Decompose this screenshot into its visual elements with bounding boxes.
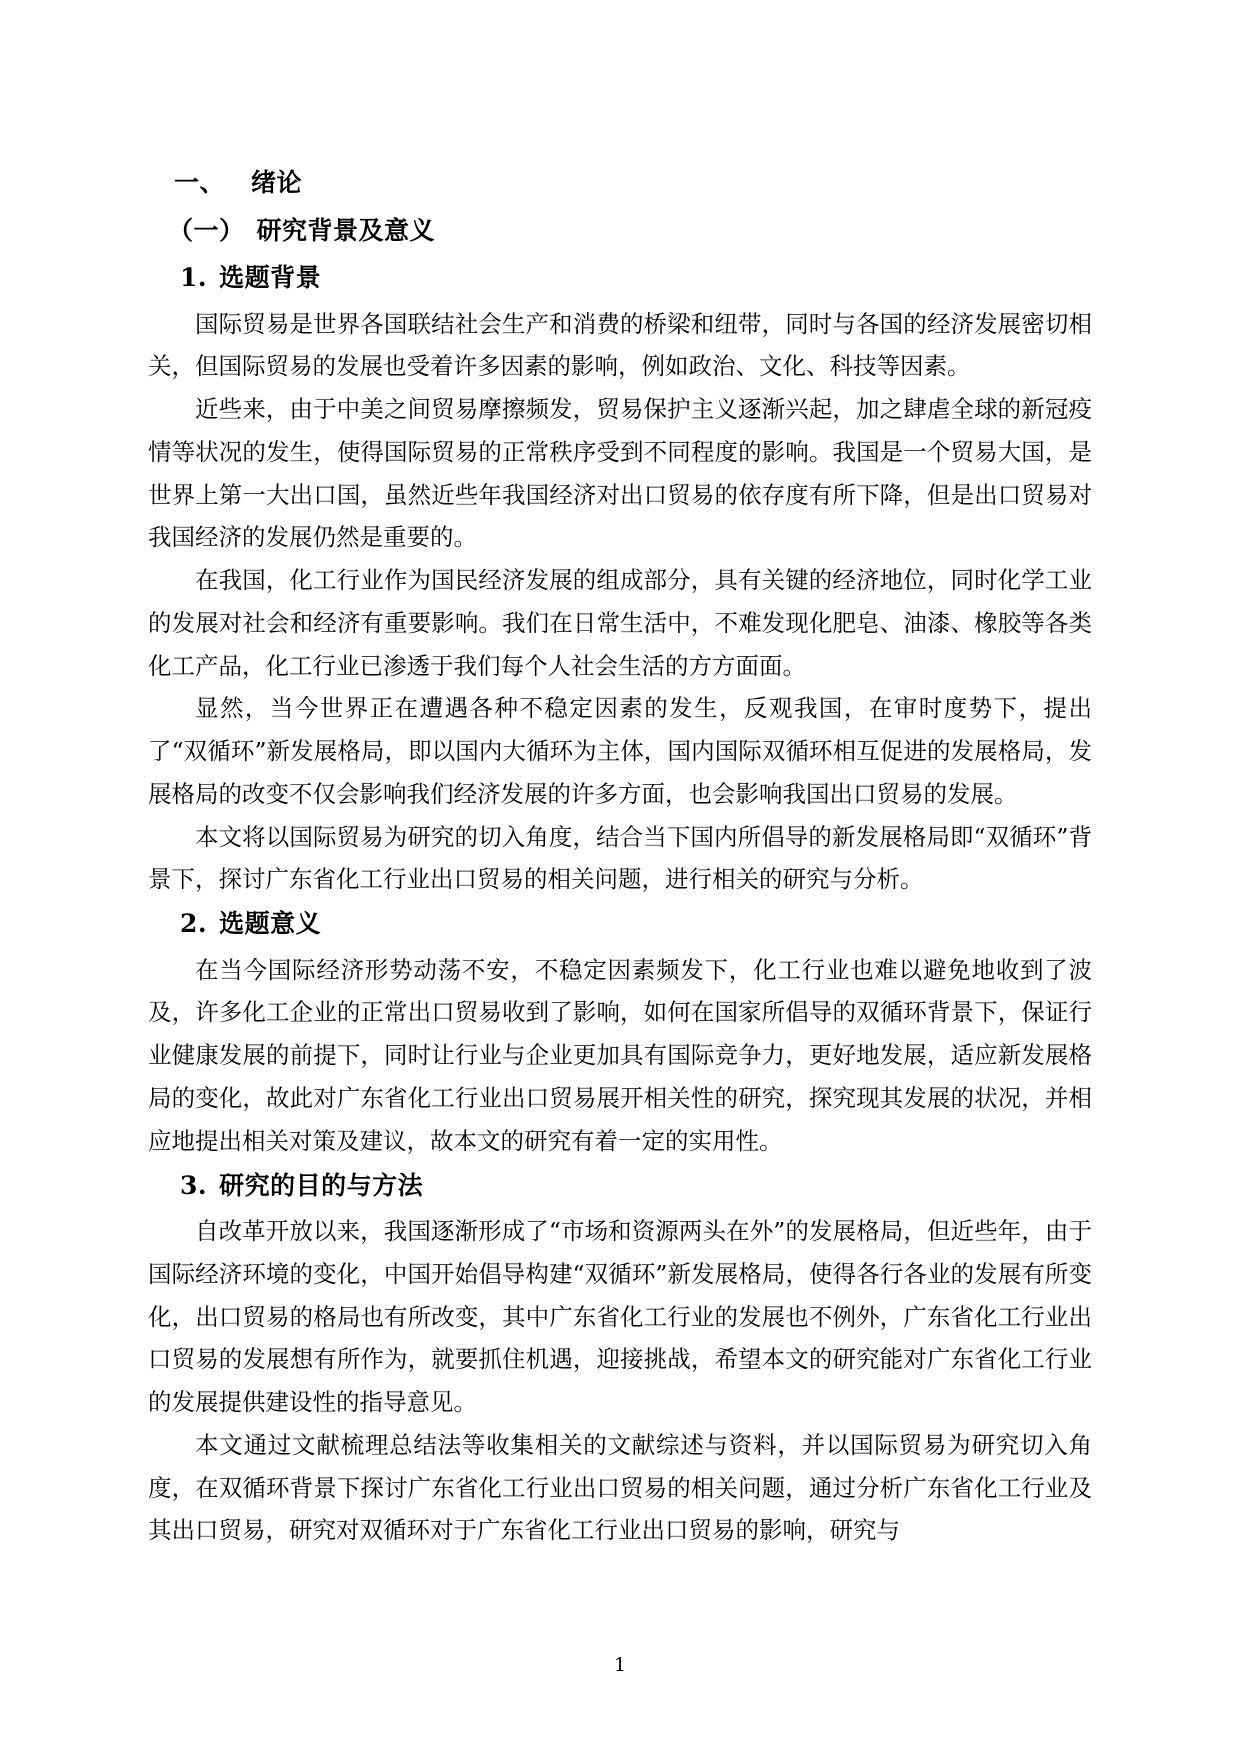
paragraph: 本文通过文献梳理总结法等收集相关的文献综述与资料，并以国际贸易为研究切入角度，在双循环背景下探讨广东省化工行业出口贸易的相关问题，通过分析广东省化工行业及其出口贸易，研究对双循环对于广东省化工行业出口贸易的影响，研究与 [148,1430,1092,1545]
paragraph: 国际贸易是世界各国联结社会生产和消费的桥梁和纽带，同时与各国的经济发展密切相关，但国际贸易的发展也受着许多因素的影响，例如政治、文化、科技等因素。 [148,309,1092,381]
heading-level-1 [148,160,1092,206]
heading-number: 3. [180,1170,208,1200]
heading-number: 1. [180,263,208,292]
paragraph: 在当今国际经济形势动荡不安，不稳定因素频发下，化工行业也难以避免地收到了波及，许多化工企业的正常出口贸易收到了影响，如何在国家所倡导的双循环背景下，保证行业健康发展的前提下，同时让行业与企业更加具有国际竞争力，更好地发展，适应新发展格局的变化，故此对广东省化工行业出口贸易展开相关性的研究，探究现其发展的状况，并相应地提出相关对策及建议，故本文的研究有着一定的实用性。 [148,955,1092,1155]
heading-text: 研究的目的与方法 [219,1170,424,1200]
heading-text: 绪论 [251,168,303,197]
heading-number: （一） [168,215,245,245]
heading-level-3-background [148,255,1092,301]
heading-level-3-significance [148,901,1092,947]
heading-text: 选题背景 [219,263,322,292]
paragraph: 显然，当今世界正在遭遇各种不稳定因素的发生，反观我国，在审时度势下，提出了“双循环”新发展格局，即以国内大循环为主体，国内国际双循环相互促进的发展格局，发展格局的改变不仅会影响我们经济发展的许多方面，也会影响我国出口贸易的发展。 [148,694,1092,808]
paragraph: 本文将以国际贸易为研究的切入角度，结合当下国内所倡导的新发展格局即“双循环”背景下，探讨广东省化工行业出口贸易的相关问题，进行相关的研究与分析。 [148,822,1092,894]
heading-number: 一、 [174,168,226,197]
document-body [148,160,1092,1552]
heading-text: 选题意义 [219,909,322,939]
heading-level-3-methods [148,1163,1092,1209]
heading-level-2 [148,208,1092,254]
paragraph: 在我国，化工行业作为国民经济发展的组成部分，具有关键的经济地位，同时化学工业的发展对社会和经济有重要影响。我们在日常生活中，不难发现化肥皂、油漆、橡胶等各类化工产品，化工行业已渗透于我们每个人社会生活的方方面面。 [148,566,1092,680]
heading-text: 研究背景及意义 [256,215,436,245]
heading-number: 2. [180,909,208,939]
paragraph: 近些来，由于中美之间贸易摩擦频发，贸易保护主义逐渐兴起，加之肆虐全球的新冠疫情等状况的发生，使得国际贸易的正常秩序受到不同程度的影响。我国是一个贸易大国，是世界上第一大出口国，虽然近些年我国经济对出口贸易的依存度有所下降，但是出口贸易对我国经济的发展仍然是重要的。 [148,395,1092,552]
paragraph: 自改革开放以来，我国逐渐形成了“市场和资源两头在外”的发展格局，但近些年，由于国际经济环境的变化，中国开始倡导构建“双循环”新发展格局，使得各行各业的发展有所变化，出口贸易的格局也有所改变，其中广东省化工行业的发展也不例外，广东省化工行业出口贸易的发展想有所作为，就要抓住机遇，迎接挑战，希望本文的研究能对广东省化工行业的发展提供建设性的指导意见。 [148,1217,1092,1417]
page-number: 1 [613,1654,627,1676]
